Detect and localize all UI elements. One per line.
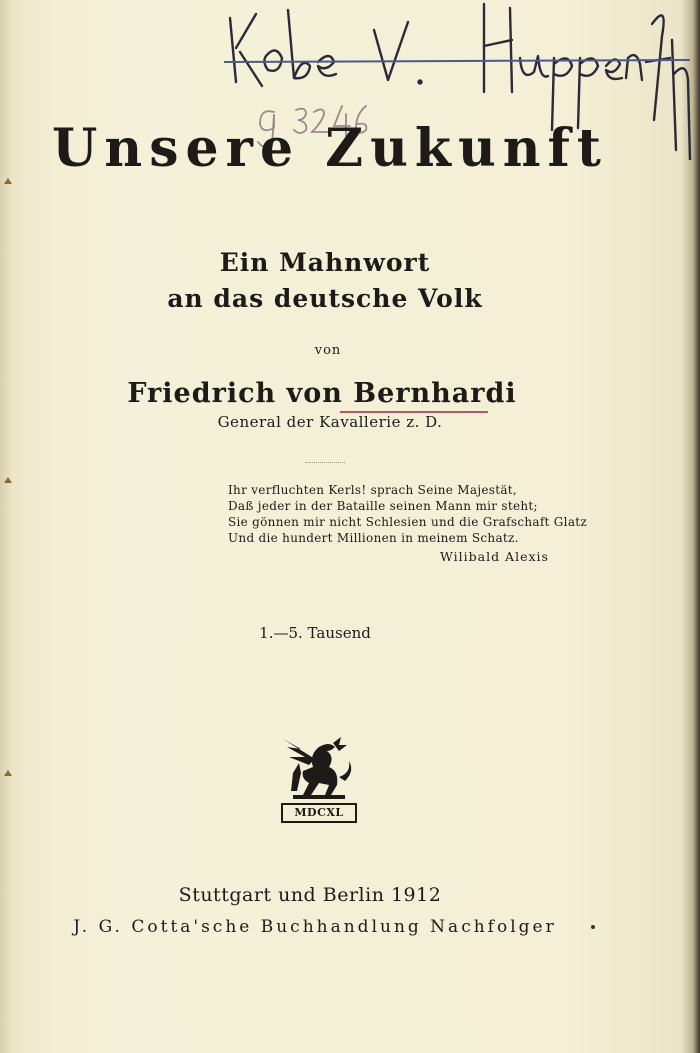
griffin-icon xyxy=(279,733,359,803)
subtitle-line-1: Ein Mahnwort xyxy=(219,248,431,277)
imprint-publisher: J. G. Cotta'sche Buchhandlung Nachfolger xyxy=(73,917,557,937)
book-title: Unsere Zukunft xyxy=(52,118,608,179)
margin-mark-icon xyxy=(4,770,12,776)
epigraph-line: Sie gönnen mir nicht Schlesien und die Grafschaft Glatz xyxy=(228,515,588,529)
epigraph-line: Und die hundert Millionen in meinem Schatz. xyxy=(228,531,519,545)
author-name: Friedrich von Bernhardi xyxy=(127,378,517,409)
epigraph-attribution: Wilibald Alexis xyxy=(440,549,549,564)
author-rank: General der Kavallerie z. D. xyxy=(217,413,443,431)
divider xyxy=(305,462,345,464)
by-line: von xyxy=(314,343,342,358)
griffin-printer-mark-icon xyxy=(279,733,359,825)
subtitle-line-2: an das deutsche Volk xyxy=(167,284,483,313)
margin-mark-icon xyxy=(4,477,12,483)
epigraph-line: Ihr verfluchten Kerls! sprach Seine Majestät, xyxy=(228,483,518,497)
emblem-label: MDCXL xyxy=(281,803,357,823)
edition-note: 1.—5. Tausend xyxy=(259,624,371,642)
ink-speck xyxy=(591,925,595,929)
imprint-city-year: Stuttgart und Berlin 1912 xyxy=(178,884,442,906)
epigraph-line: Daß jeder in der Bataille seinen Mann mir steht; xyxy=(228,499,538,513)
